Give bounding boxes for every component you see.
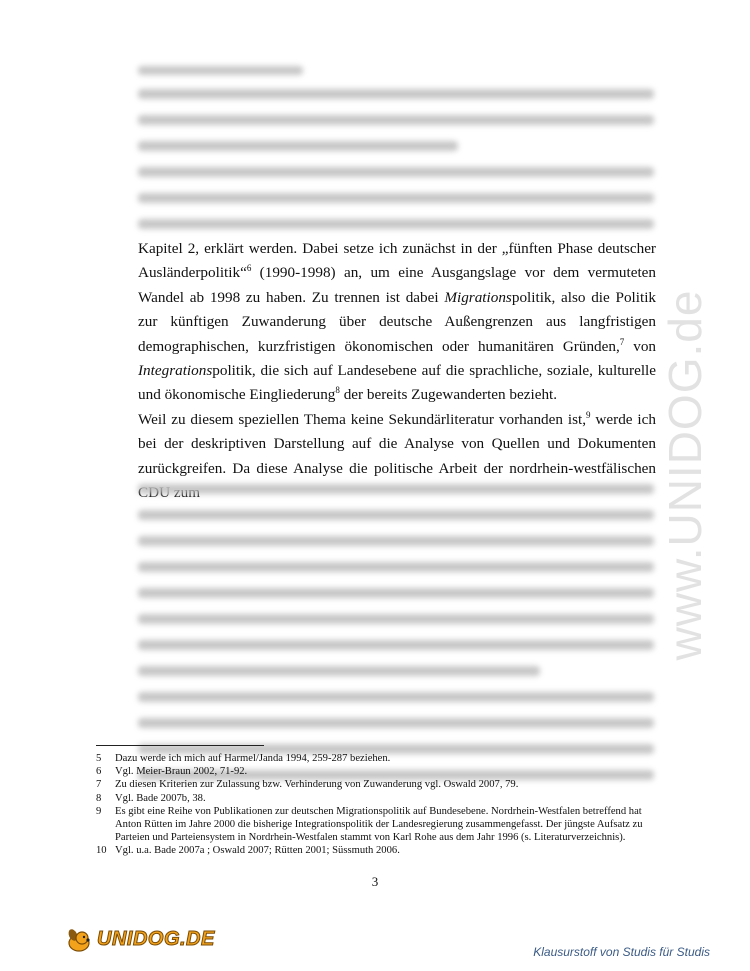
logo-text: UNIDOG.DE: [97, 927, 215, 950]
footnote: 9 Es gibt eine Reihe von Publikationen zur deutschen Migrationspolitik auf Bundesebene. Nordrhein-Westfalen betreffend hat Anton Rütten im Jahre 2000 die bisherige Integrationspolitik der Landesregierung zusammengefasst. Der jüngste Aufsatz zu Parteien und Parteiensystem in Nordrhein-Westfalen stammt von Karl Rohe aus dem Jahr 1996 (s. Literaturverzeichnis).: [96, 805, 643, 844]
footnotes: [96, 752, 656, 858]
footnote: 10 Vgl. u.a. Bade 2007a ; Oswald 2007; Rütten 2001; Süssmuth 2006.: [96, 845, 400, 857]
footnote-ref-6[interactable]: 6: [246, 263, 252, 274]
footnote-divider: [96, 745, 264, 746]
body-text: [138, 237, 656, 505]
paragraph-1: Kapitel 2, erklärt werden. Dabei setze ich zunächst in der „fünften Phase deutscher Ausländerpolitik“$^6$ (1990-1998) an, um eine Ausgangslage vor dem vermuteten Wandel ab 1998 zu haben. Zu trennen ist dabei Migrationspolitik, also die Politik zur künftigen Zuwanderung über deutsche Außengrenzen aus langfristigen demographischen, kurzfristigen ökonomischen oder humanitären Gründen,$^7$ von Integrationspolitik, die sich auf Landesebene auf die sprachliche, soziale, kulturelle und ökonomische Eingliederung$^8$ der bereits Zugewanderten bezieht.: [138, 240, 657, 404]
watermark: www.UNIDOG.de: [659, 289, 711, 661]
footnote-ref-7[interactable]: 7: [619, 336, 625, 347]
dog-mascot-icon: [64, 924, 94, 954]
blurred-text-top: [138, 66, 654, 245]
footnote: 8 Vgl. Bade 2007b, 38.: [96, 792, 206, 804]
footer-slogan: Klausurstoff von Studis für Studis: [533, 945, 710, 959]
footnote: 7 Zu diesen Kriterien zur Zulassung bzw. Verhinderung von Zuwanderung vgl. Oswald 2007, 79.: [96, 779, 519, 791]
footnote-ref-9[interactable]: 9: [586, 409, 591, 420]
page-number: 3: [371, 874, 379, 889]
unidog-logo[interactable]: [64, 924, 215, 954]
blurred-text-bottom: [138, 484, 654, 796]
paragraph-2: Weil zu diesem speziellen Thema keine Sekundärliteratur vorhanden ist,$^9$ werde ich bei der deskriptiven Darstellung auf die Analyse von Quellen und Dokumenten zurückgreifen. Da diese Analyse die politische Arbeit der nordrhein-westfälischen: [138, 409, 656, 477]
footnote: 5 Dazu werde ich mich auf Harmel/Janda 1994, 259-287 beziehen.: [96, 753, 391, 764]
footnote: 6 Vgl. Meier-Braun 2002, 71-92.: [96, 766, 248, 778]
footnote-ref-8[interactable]: 8: [335, 385, 340, 396]
